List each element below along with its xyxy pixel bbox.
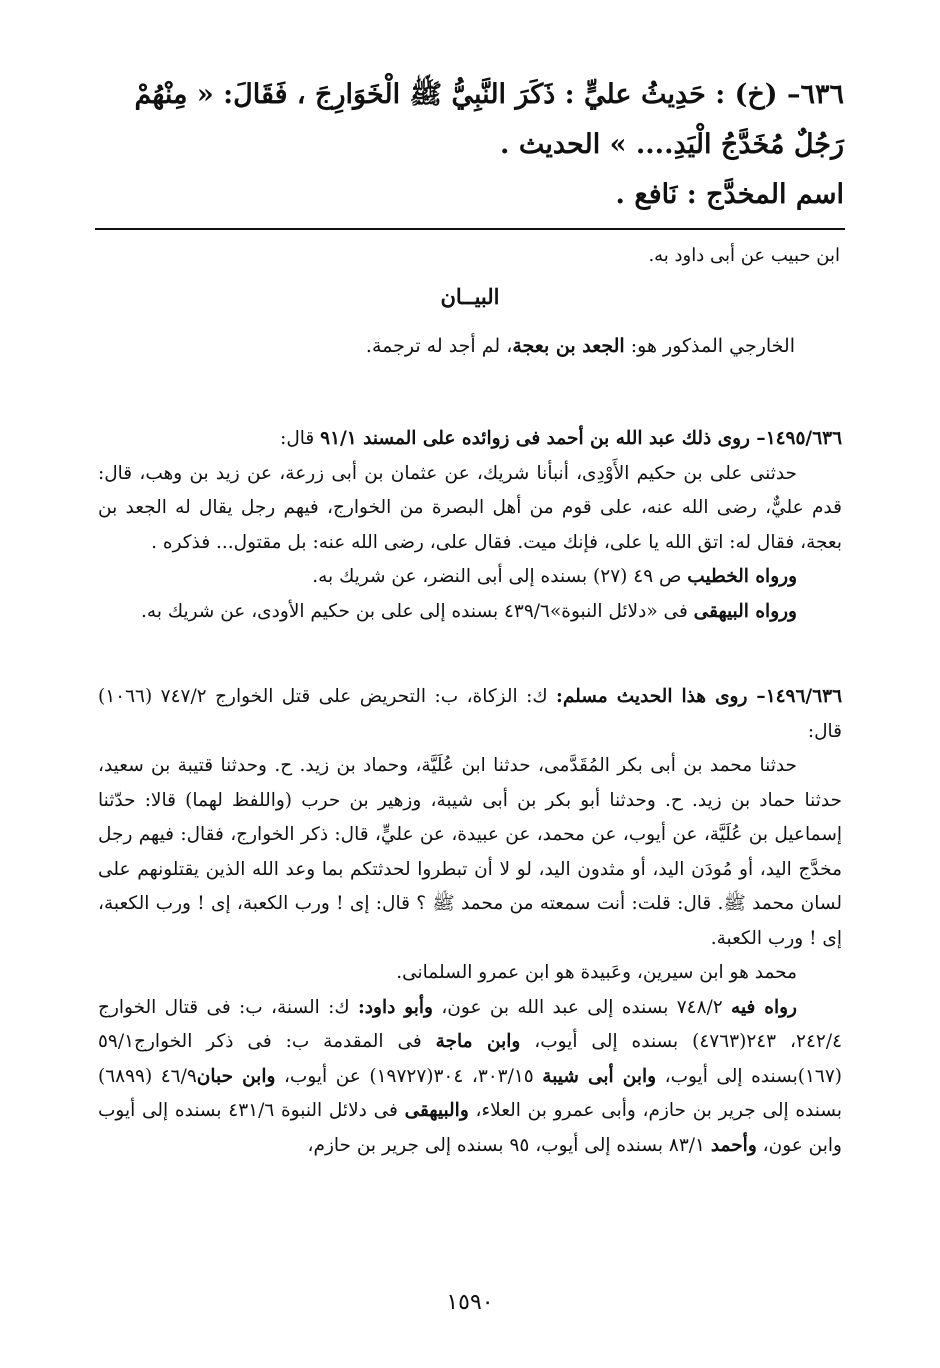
page-number: ١٥٩٠ (446, 1290, 494, 1315)
entry-title: روى ذلك عبد الله بن أحمد فى زوائده على المسند ٩١/١ (320, 428, 750, 449)
entry-1495 (98, 422, 842, 629)
section-title: البيــان (440, 284, 500, 309)
riwaya-khatib: ورواه الخطيب ص ٤٩ (٢٧) بسنده إلى أبى النضر، عن شريك به. (312, 566, 797, 587)
entry-text: حدثنا محمد بن أبى بكر المُقَدَّمى، حدثنا ابن عُلَيَّة، وحماد بن زيد. ح. وحدثنا قتيبة بن سعيد، حدثنا حماد بن زيد. ح. وحدثنا أبو بكر بن أبى شيبة، وزهير بن حرب (واللفظ لهما) قالا: حدّثنا إسماعيل بن عُلَيَّة، عن أيوب، عن محمد، عن عبيدة، عن عليٍّ، قال: ذكر الخوارج، فقال: فيهم رجل مخدَّج اليد، أو مُودَن اليد، أو مثدون اليد، لو لا أن تبطروا لحدثتكم بما وعد الله الذين يقتلونهم على لسان محمد ﷺ. قال: قلت: أنت سمعته من محمد ﷺ ؟ قال: إى ! ورب الكعبة، إى ! ورب الكعبة، إى ! ورب الكعبة. (98, 755, 842, 949)
kharijite-name: الجعد بن بعجة (512, 335, 625, 357)
header-divider (95, 228, 845, 230)
carryover-line: ابن حبيب عن أبى داود به. (648, 245, 840, 266)
riwayat-list: رواه فيه ٧٤٨/٢ بسنده إلى عبد الله بن عون، وأبو داود: ك: السنة، ب: فى قتال الخوارج ٢٤٢/٤، ٢٤٣(٤٧٦٣) بسنده إلى أيوب، وابن ماجة فى المقدمة ب: فى ذكر الخوارج٥٩/١ (١٦٧)بسنده إلى أيوب، وابن أبى شيبة ٣٠٣/١٥، ٣٠٤(١٩٧٢٧) عن أيوب، وابن حبان٤٦/٩ (٦٨٩٩) بسنده إلى جرير بن حازم، وأبى عمرو بن العلاء، والبيهقى فى دلائل النبوة ٤٣١/٦ بسنده إلى أيوب وابن عون، وأحمد ٨٣/١ بسنده إلى أيوب، ٩٥ بسنده إلى جرير بن حازم، (98, 996, 843, 1156)
entry-1496 (98, 680, 842, 1163)
hadith-text: (خ) : حَدِيثُ عليٍّ : ذَكَرَ النَّبِيُّ ﷺ الْخَوَارِجَ ، فَقَالَ: « مِنْهُمْ رَجُلٌ مُخَدَّجُ الْيَدِ.... » الحديث . (134, 79, 844, 160)
entry-heading: ١٤٩٦/٦٣٦– روى هذا الحديث مسلم: ك: الزكاة، ب: التحريض على قتل الخوارج ٧٤٧/٢ (١٠٦٦) قال: (98, 686, 842, 742)
hadith-statement (96, 70, 844, 170)
entry-heading: ١٤٩٥/٦٣٦– روى ذلك عبد الله بن أحمد فى زوائده على المسند ٩١/١ قال: (280, 428, 842, 449)
hadith-number: ٦٣٦– (786, 79, 844, 110)
entry-text: حدثنى على بن حكيم الأَوْدِى، أنبأنا شريك، عن عثمان بن أبى زرعة، عن زيد بن وهب، قال: قدم عليٌّ، رضى الله عنه، على قوم من أهل البصرة من الخوارج، فيهم رجل يقال له الجعد بن بعجة، فقال له: اتق الله يا على، فإنك ميت. فقال على، رضى الله عنه: بل مقتول... فذكره . (98, 462, 842, 553)
bayan-line: الخارجي المذكور هو: الجعد بن بعجة، لم أجد له ترجمة. (365, 335, 795, 357)
riwaya-bayhaqi: ورواه البيهقى فى «دلائل النبوة»٤٣٩/٦ بسنده إلى على بن حكيم الأودى، عن شريك به. (141, 600, 797, 622)
entry-number: ١٤٩٦/٦٣٦– (747, 686, 842, 707)
hadith-header (96, 70, 844, 220)
mukhdaj-name-line: اسم المخدَّج : نَافع . (615, 179, 844, 210)
narrator-note: محمد هو ابن سيرين، وعَبيدة هو ابن عمرو السلمانى. (396, 962, 797, 983)
entry-number: ١٤٩٥/٦٣٦– (749, 428, 842, 449)
entry-title: روى هذا الحديث مسلم: (556, 686, 748, 707)
